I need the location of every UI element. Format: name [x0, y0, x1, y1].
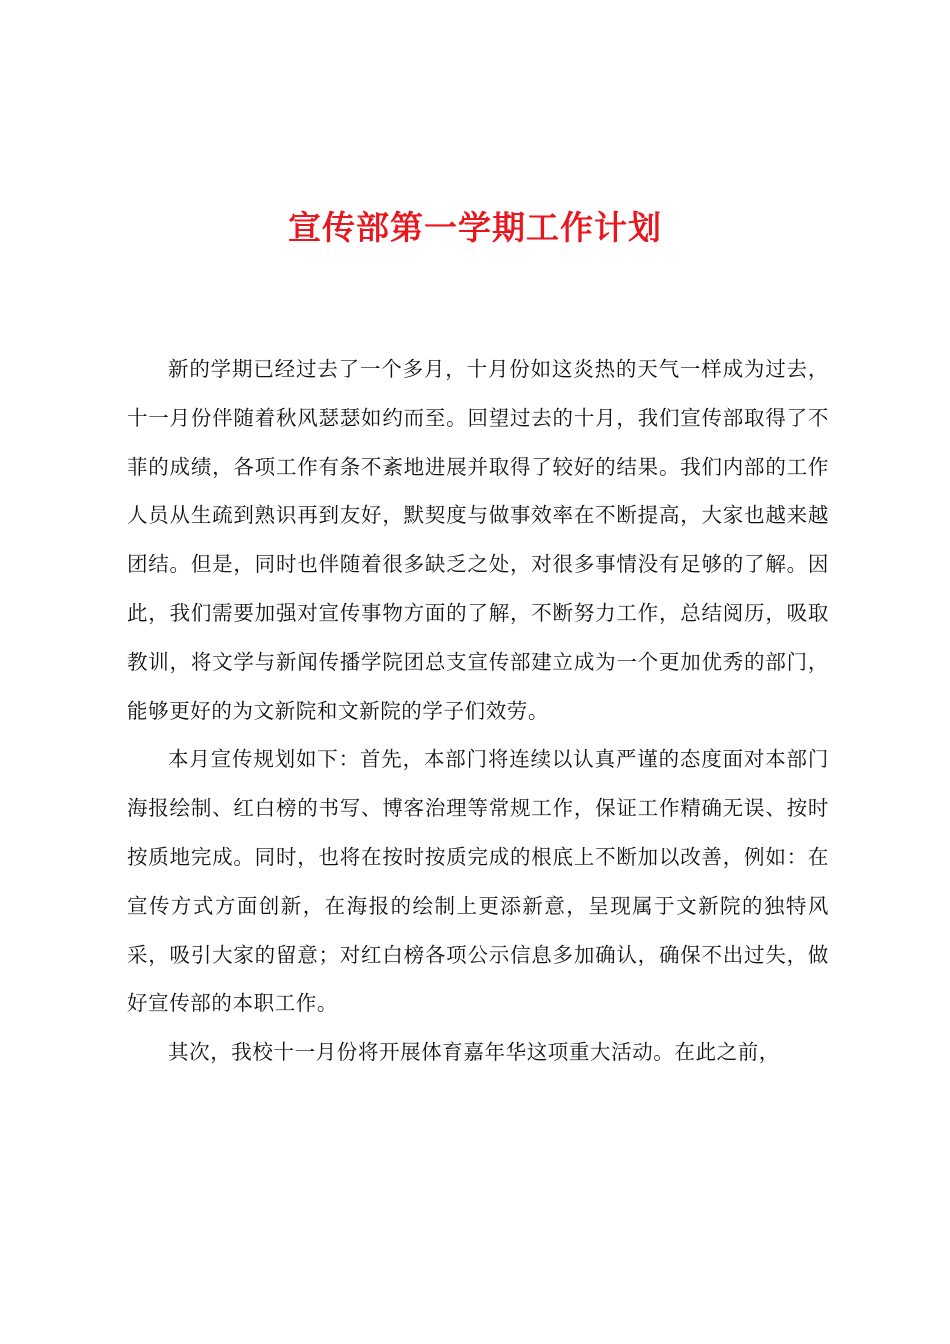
paragraph-1: 新的学期已经过去了一个多月，十月份如这炎热的天气一样成为过去，十一月份伴随着秋风瑟瑟如约而至。回望过去的十月，我们宣传部取得了不菲的成绩，各项工作有条不紊地进展并取得了较好的结果。我们内部的工作人员从生疏到熟识再到友好，默契度与做事效率在不断提高，大家也越来越团结。但是，同时也伴随着很多缺乏之处，对很多事情没有足够的了解。因此，我们需要加强对宣传事物方面的了解，不断努力工作，总结阅历，吸取教训，将文学与新闻传播学院团总支宣传部建立成为一个更加优秀的部门，能够更好的为文新院和文新院的学子们效劳。 — [127, 357, 829, 723]
document-title: 宣传部第一学期工作计划 — [288, 208, 662, 247]
document-body — [127, 345, 829, 1077]
paragraph-2: 本月宣传规划如下：首先，本部门将连续以认真严谨的态度面对本部门海报绘制、红白榜的书写、博客治理等常规工作，保证工作精确无误、按时按质地完成。同时，也将在按时按质完成的根底上不断加以改善，例如：在宣传方式方面创新，在海报的绘制上更添新意，呈现属于文新院的独特风采，吸引大家的留意；对红白榜各项公示信息多加确认，确保不出过失，做好宣传部的本职工作。 — [127, 747, 829, 1016]
paragraph-3: 其次，我校十一月份将开展体育嘉年华这项重大活动。在此之前， — [168, 1040, 780, 1065]
